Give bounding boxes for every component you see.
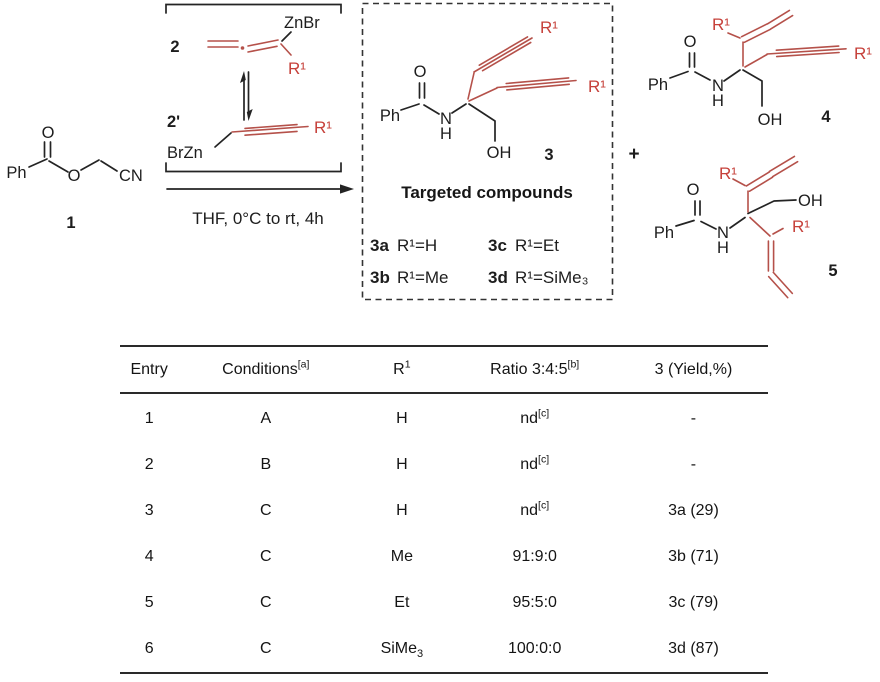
legend-id-3a: 3a [370,236,389,255]
legend-val-3a: R¹=H [397,236,438,255]
atom-label-o: O [686,181,700,199]
r1-label: R¹ [288,59,306,78]
yield-cell: 3b (71) [668,548,719,565]
r1-label-top: R¹ [712,15,730,34]
r1-text: Me [390,548,413,565]
atom-label-h: H [440,125,452,143]
yield-cell: 3a (29) [668,502,719,519]
r1-text: SiMe [380,640,418,657]
ratio-text: nd [520,502,539,519]
bracket-bottom [166,163,341,172]
conditions-cell: B [260,456,272,473]
species-2-prime-label: 2' [167,113,181,131]
yield-cell: - [690,456,697,473]
ratio-text: nd [520,410,539,427]
ratio-sup: [c] [538,453,550,466]
legend-val-3c: R¹=Et [515,236,559,255]
r1-sub: 3 [417,648,424,661]
r1-text: H [396,502,408,519]
atom-label-ph: Ph [647,76,669,94]
legend-id-3c: 3c [488,236,507,255]
header-text: Entry [130,360,168,378]
entry-cell: 4 [144,548,154,565]
r1-label: R¹ [314,118,332,137]
equilibrium-arrows [240,71,253,121]
table-row [120,534,768,580]
r1-cell [353,640,450,661]
header-text: R [393,360,405,378]
yield-cell: 3d (87) [668,640,719,657]
atom-label-ph: Ph [653,224,675,242]
compound-4-label: 4 [821,108,831,126]
ratio-cell [450,499,618,520]
yield-cell: 3c (79) [668,594,719,611]
header-ratio [450,358,618,379]
conditions-cell: C [260,640,272,657]
header-entry [120,361,178,379]
atom-label-oh: OH [798,192,823,210]
header-text: Ratio 3:4:5 [490,360,568,378]
r1-text: Et [394,594,410,611]
r1-cell [353,502,450,520]
atom-label-n: N [440,110,452,128]
header-sup: [a] [297,358,310,371]
entry-cell: 5 [144,594,154,611]
r1-label-bottom: R¹ [792,217,810,236]
atom-label-cn: CN [119,167,143,185]
box-title: Targeted compounds [401,183,573,202]
bracket-top [166,5,341,14]
ratio-cell [450,548,618,566]
r1-cell [353,594,450,612]
atom-label-ester-o: O [67,167,81,185]
reaction-arrow [167,184,354,228]
header-yield [619,361,768,379]
ratio-cell [450,594,618,612]
ratio-text: 91:9:0 [512,548,557,565]
r1-cell [353,410,450,428]
conditions-cell: C [260,548,272,565]
yield-cell: - [690,410,697,427]
entry-cell: 6 [144,640,154,657]
r1-cell [353,456,450,474]
species-2-label: 2 [170,38,180,56]
allene-center-dot [241,46,245,50]
compound-3-label: 3 [544,146,554,164]
header-text: Conditions [222,360,298,378]
atom-label-ph: Ph [6,164,27,182]
reaction-conditions: THF, 0°C to rt, 4h [192,209,324,228]
table-header-row [120,345,768,394]
header-text: 3 (Yield,%) [654,360,733,378]
r1-label-top: R¹ [540,18,558,37]
entry-cell: 2 [144,456,154,473]
legend-id-3d: 3d [488,268,508,287]
ratio-cell [450,453,618,474]
atom-label-h: H [712,92,724,110]
atom-label-o: O [683,33,697,51]
conditions-cell: A [260,410,272,427]
r1-legend [370,236,589,287]
atom-label-znbr: ZnBr [284,14,320,32]
table-body [120,394,768,674]
reaction-scheme [0,0,880,340]
atom-label-ph: Ph [379,107,401,125]
ratio-sup: [c] [538,499,550,512]
compound-1-label: 1 [66,214,76,232]
r1-label-right: R¹ [854,44,872,63]
atom-label-n: N [712,77,724,95]
atom-label-oh: OH [757,111,783,129]
results-table [120,345,768,674]
species-2 [170,14,320,78]
header-sup: 1 [404,358,411,371]
ratio-sup: [c] [538,407,550,420]
table-row [120,626,768,672]
species-2-prime [167,113,332,162]
plus-sign: + [628,144,640,165]
ratio-text: 95:5:0 [512,594,557,611]
header-r1 [353,358,450,379]
header-sup: [b] [567,358,580,371]
atom-label-brzn: BrZn [167,144,203,162]
entry-cell: 3 [144,502,154,519]
r1-label-top: R¹ [719,164,737,183]
r1-text: H [396,456,408,473]
ratio-cell [450,640,618,658]
atom-label-oh: OH [486,144,512,162]
compound-4 [648,10,872,129]
legend-val-3d: R¹=SiMe₃ [515,268,589,287]
table-row [120,396,768,442]
conditions-cell: C [260,502,272,519]
ratio-text: nd [520,456,539,473]
compound-5-label: 5 [828,262,838,280]
compound-3 [380,18,606,164]
legend-val-3b: R¹=Me [397,268,449,287]
r1-cell [353,548,450,566]
atom-label-carbonyl-o: O [41,124,55,142]
compound-5 [654,156,838,297]
conditions-cell: C [260,594,272,611]
compound-1 [6,124,142,232]
table-row [120,442,768,488]
entry-cell: 1 [144,410,154,427]
atom-label-o: O [413,63,427,81]
r1-text: H [396,410,408,427]
r1-label-right: R¹ [588,77,606,96]
header-conditions [178,358,353,379]
table-row [120,488,768,534]
atom-label-h: H [717,239,729,257]
ratio-cell [450,407,618,428]
legend-id-3b: 3b [370,268,390,287]
table-row [120,580,768,626]
atom-label-n: N [717,224,729,242]
ratio-text: 100:0:0 [507,640,562,657]
